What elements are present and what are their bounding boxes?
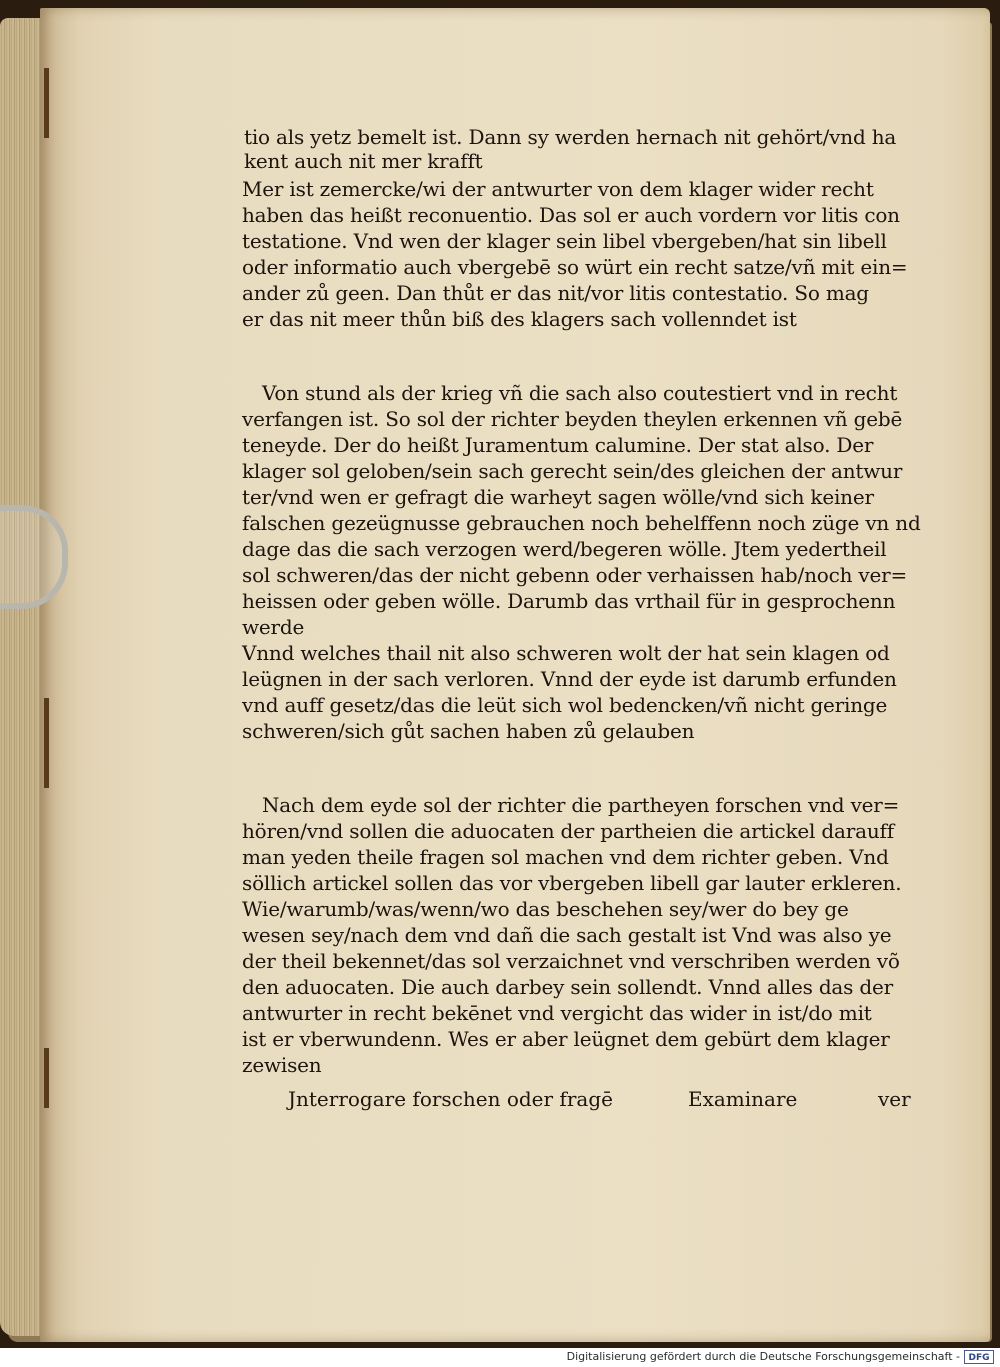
text-line: Mer ist zemercke/wi der antwurter von dem klager wider recht bbox=[242, 177, 874, 201]
binding-mark bbox=[44, 1048, 49, 1108]
text-line: ander zů geen. Dan thůt er das nit/vor litis contestatio. So mag bbox=[242, 281, 869, 305]
footer-credit: Digitalisierung gefördert durch die Deutsche Forschungsgemeinschaft - bbox=[566, 1350, 960, 1363]
text-line: werde bbox=[242, 615, 305, 639]
text-line: Vnnd welches thail nit also schweren wolt der hat sein klagen od bbox=[242, 641, 890, 665]
text-line: klager sol geloben/sein sach gerecht sein/des gleichen der antwur bbox=[242, 459, 903, 483]
text-line: sol schweren/das der nicht gebenn oder verhaissen hab/noch ver= bbox=[242, 563, 908, 587]
text-line: vnd auff gesetz/das die leüt sich wol bedencken/vñ nicht geringe bbox=[242, 693, 888, 717]
text-line: verfangen ist. So sol der richter beyden theylen erkennen vñ gebē bbox=[242, 407, 903, 431]
text-line: leügnen in der sach verloren. Vnnd der eyde ist darumb erfunden bbox=[242, 667, 897, 691]
page-edges bbox=[0, 18, 42, 1336]
dfg-logo: DFG bbox=[964, 1350, 994, 1364]
term-interrogare: Jnterrogare forschen oder fragē bbox=[288, 1087, 613, 1111]
text-line: man yeden theile fragen sol machen vnd dem richter geben. Vnd bbox=[242, 845, 889, 869]
text-line: tio als yetz bemelt ist. Dann sy werden hernach nit gehört/vnd ha bbox=[244, 125, 897, 149]
text-line: Nach dem eyde sol der richter die partheyen forschen vnd ver= bbox=[262, 793, 900, 817]
text-line: teneyde. Der do heißt Juramentum calumine. Der stat also. Der bbox=[242, 433, 874, 457]
text-line: wesen sey/nach dem vnd dañ die sach gestalt ist Vnd was also ye bbox=[242, 923, 892, 947]
text-line: den aduocaten. Die auch darbey sein sollendt. Vnnd alles das der bbox=[242, 975, 893, 999]
text-line: schweren/sich gůt sachen haben zů gelauben bbox=[242, 719, 695, 743]
text-line: oder informatio auch vbergebē so würt ein recht satze/vñ mit ein= bbox=[242, 255, 908, 279]
text-line: Wie/warumb/was/wenn/wo das beschehen sey/wer do bey ge bbox=[242, 897, 849, 921]
text-line: Von stund als der krieg vñ die sach also coutestiert vnd in recht bbox=[262, 381, 898, 405]
text-line: haben das heißt reconuentio. Das sol er auch vordern vor litis con bbox=[242, 203, 900, 227]
text-line: ter/vnd wen er gefragt die warheyt sagen wölle/vnd sich keiner bbox=[242, 485, 874, 509]
catchword: ver bbox=[878, 1087, 911, 1111]
text-line: er das nit meer thůn biß des klagers sach vollenndet ist bbox=[242, 307, 797, 331]
binding-mark bbox=[44, 698, 49, 788]
text-line: hören/vnd sollen die aduocaten der partheien die artickel darauff bbox=[242, 819, 894, 843]
text-line: dage das die sach verzogen werd/begeren wölle. Jtem yedertheil bbox=[242, 537, 887, 561]
text-line: ist er vberwundenn. Wes er aber leügnet dem gebürt dem klager bbox=[242, 1027, 890, 1051]
text-line: kent auch nit mer krafft bbox=[244, 149, 483, 173]
text-line: heissen oder geben wölle. Darumb das vrthail für in gesprochenn bbox=[242, 589, 896, 613]
binding-mark bbox=[44, 68, 49, 138]
footer-bar bbox=[0, 1348, 1000, 1367]
text-line: der theil bekennet/das sol verzaichnet vnd verschriben werden võ bbox=[242, 949, 900, 973]
text-line: zewisen bbox=[242, 1053, 322, 1077]
text-line: söllich artickel sollen das vor vbergeben libell gar lauter erkleren. bbox=[242, 871, 902, 895]
term-examinare: Examinare bbox=[688, 1087, 798, 1111]
text-line: falschen gezeügnusse gebrauchen noch behelffenn noch züge vn nd bbox=[242, 511, 921, 535]
text-line: testatione. Vnd wen der klager sein libel vbergeben/hat sin libell bbox=[242, 229, 887, 253]
text-line: antwurter in recht bekēnet vnd vergicht das wider in ist/do mit bbox=[242, 1001, 872, 1025]
